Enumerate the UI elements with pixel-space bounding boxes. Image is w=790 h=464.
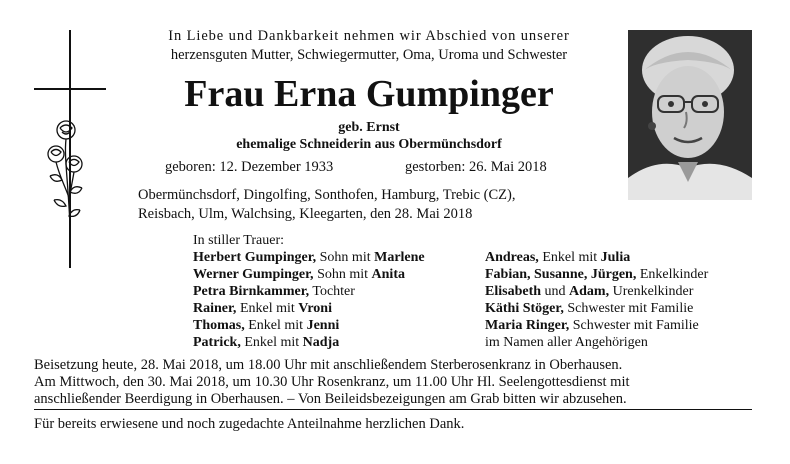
mourner-entry: Käthi Stöger, Schwester mit Familie	[485, 301, 694, 316]
former-occupation: ehemalige Schneiderin aus Obermünchsdorf	[236, 137, 502, 152]
places-line-2: Reisbach, Ulm, Walchsing, Kleegarten, den 28. Mai 2018	[138, 206, 473, 222]
mourner-entry: Rainer, Enkel mit Vroni	[193, 301, 332, 316]
mourner-entry: Maria Ringer, Schwester mit Familie	[485, 318, 699, 333]
burial-line-2: Am Mittwoch, den 30. Mai 2018, um 10.30 Uhr Rosenkranz, um 11.00 Uhr Hl. Seelengottesdienst mit	[34, 374, 630, 390]
mourner-entry: Patrick, Enkel mit Nadja	[193, 335, 340, 350]
death-date: gestorben: 26. Mai 2018	[405, 159, 547, 175]
mourners-left-column	[193, 249, 425, 351]
mourner-entry: Thomas, Enkel mit Jenni	[193, 318, 340, 333]
cross-with-roses-icon	[34, 30, 114, 270]
thanks-text: Für bereits erwiesene und noch zugedachte Anteilnahme herzlichen Dank.	[34, 416, 465, 432]
birth-date: geboren: 12. Dezember 1933	[165, 159, 334, 175]
roses-icon	[44, 118, 88, 228]
intro-line-1: In Liebe und Dankbarkeit nehmen wir Abschied von unserer	[168, 28, 570, 44]
mourner-entry: Petra Birnkammer, Tochter	[193, 284, 355, 299]
deceased-name: Frau Erna Gumpinger	[184, 73, 554, 115]
divider	[34, 409, 752, 410]
mourner-entry: Elisabeth und Adam, Urenkelkinder	[485, 284, 694, 299]
portrait-photo	[628, 30, 752, 200]
mourner-entry: Fabian, Susanne, Jürgen, Enkelkinder	[485, 267, 709, 282]
mourner-entry: im Namen aller Angehörigen	[485, 335, 648, 350]
places-line-1: Obermünchsdorf, Dingolfing, Sonthofen, Hamburg, Trebic (CZ),	[138, 187, 516, 203]
maiden-name: geb. Ernst	[338, 120, 400, 135]
burial-line-1: Beisetzung heute, 28. Mai 2018, um 18.00 Uhr mit anschließendem Sterberosenkranz in Oberhausen.	[34, 357, 623, 373]
burial-line-3: anschließender Beerdigung in Oberhausen. – Von Beileidsbezeigungen am Grab bitten wir abzusehen.	[34, 391, 627, 407]
cross-horizontal-bar	[34, 88, 106, 90]
mourner-entry: Andreas, Enkel mit Julia	[485, 250, 631, 265]
intro-line-2: herzensguten Mutter, Schwiegermutter, Oma, Uroma und Schwester	[170, 47, 568, 63]
places-and-date	[138, 186, 618, 224]
mourner-entry: Werner Gumpinger, Sohn mit Anita	[193, 267, 405, 282]
burial-info	[34, 357, 754, 408]
mourner-entry: Herbert Gumpinger, Sohn mit Marlene	[193, 250, 425, 265]
mourners-label: In stiller Trauer:	[193, 233, 284, 248]
mourners-right-column	[485, 249, 708, 351]
